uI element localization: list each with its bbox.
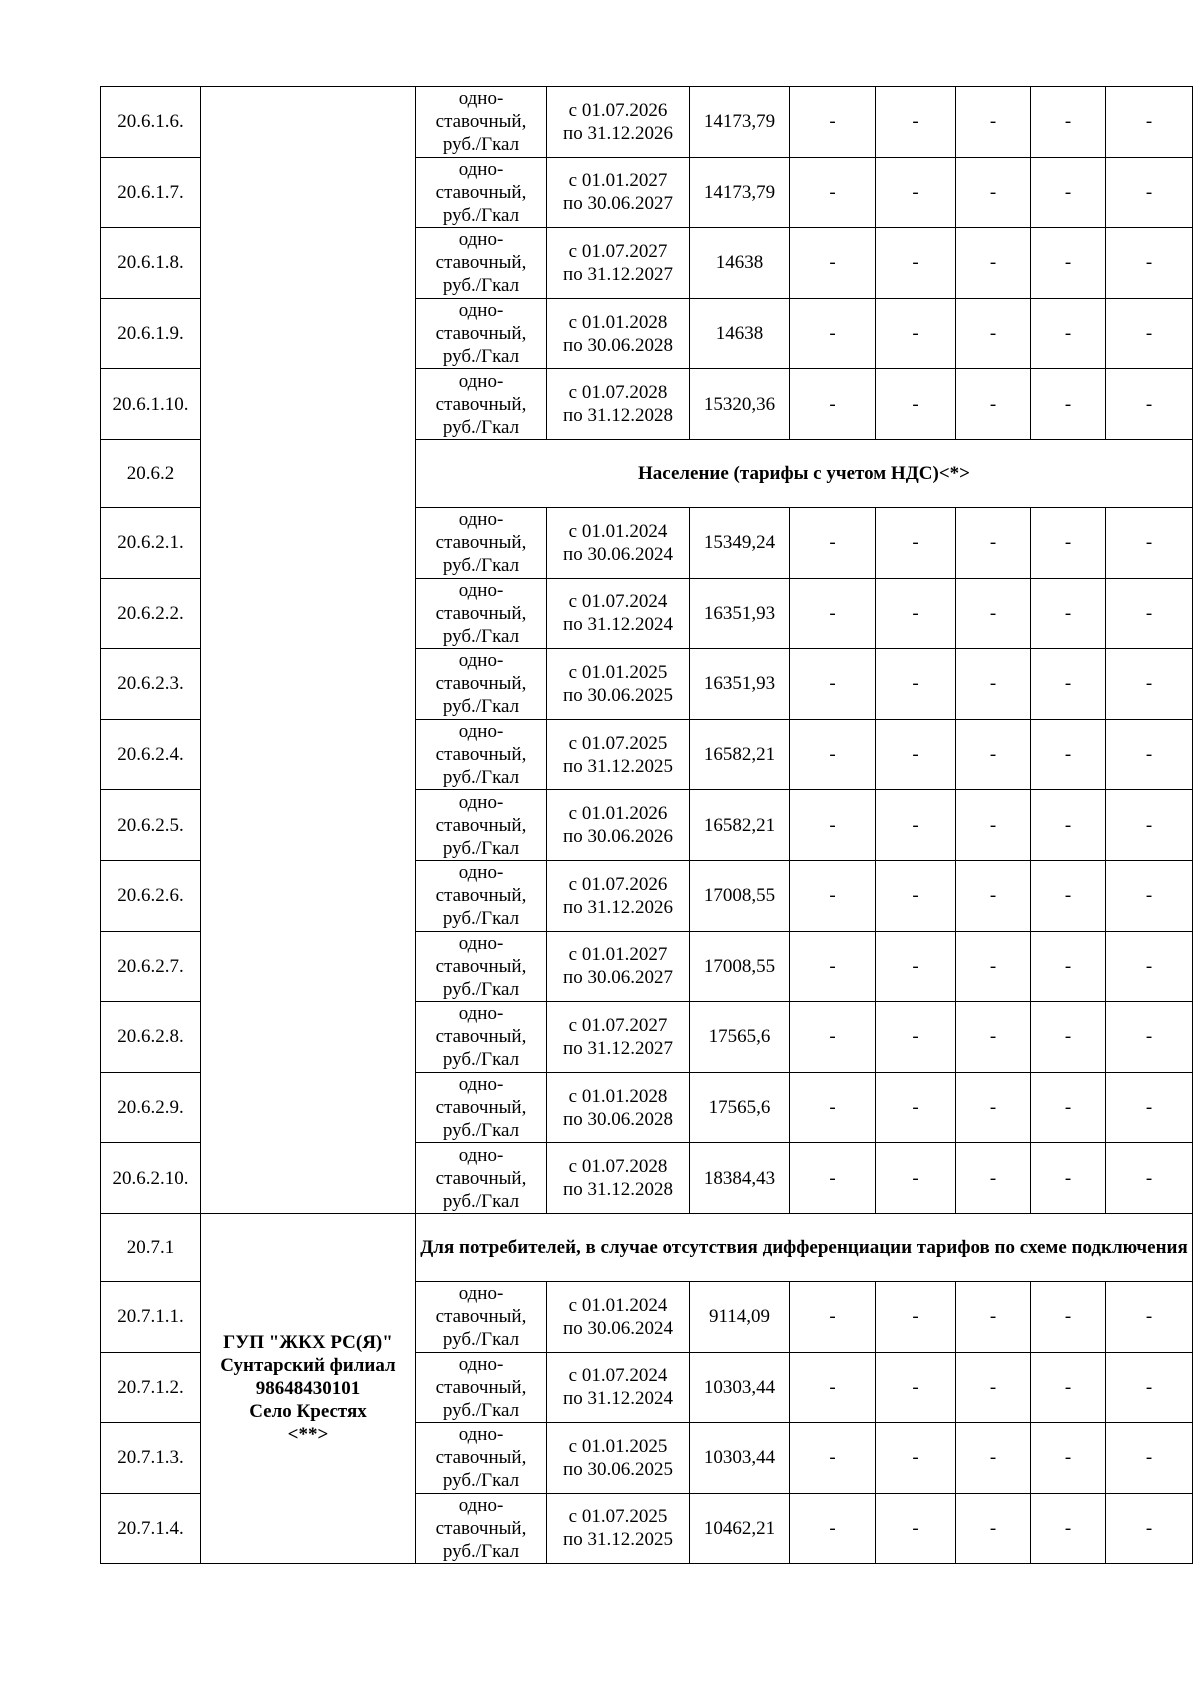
rate-type (416, 369, 547, 440)
empty-value-cell: - (1031, 298, 1106, 369)
empty-value-cell: - (876, 1493, 956, 1564)
empty-value-cell: - (790, 790, 876, 861)
period (547, 719, 690, 790)
row-number: 20.6.2.7. (101, 931, 201, 1002)
empty-value-cell: - (1031, 1002, 1106, 1073)
empty-value-cell: - (1031, 719, 1106, 790)
empty-value-cell: - (1031, 369, 1106, 440)
period (547, 1281, 690, 1352)
empty-value-cell: - (956, 1072, 1031, 1143)
period-to: по 30.06.2027 (563, 193, 673, 215)
rate-type (416, 931, 547, 1002)
tariff-value: 14638 (690, 228, 790, 299)
empty-value-cell: - (1106, 1281, 1193, 1352)
period-from: с 01.07.2027 (568, 240, 668, 262)
empty-value-cell: - (1031, 1281, 1106, 1352)
rate-type-line: руб./Гкал (442, 978, 520, 1000)
rate-type-line: ставочный, (435, 1447, 527, 1469)
rate-type-line: ставочный, (435, 744, 527, 766)
empty-value-cell: - (876, 578, 956, 649)
period (547, 87, 690, 158)
empty-value-cell: - (876, 1072, 956, 1143)
period-from: с 01.07.2027 (568, 1014, 668, 1036)
rate-type-line: одно- (458, 229, 504, 251)
period-to: по 31.12.2028 (563, 1179, 673, 1201)
organization-line: 98648430101 (255, 1378, 361, 1400)
rate-type-line: одно- (458, 158, 504, 180)
period-from: с 01.01.2025 (568, 1435, 668, 1457)
rate-type (416, 298, 547, 369)
rate-type-line: руб./Гкал (442, 1190, 520, 1212)
period-to: по 31.12.2026 (563, 122, 673, 144)
period-from: с 01.07.2024 (568, 591, 668, 613)
period (547, 369, 690, 440)
rate-type (416, 860, 547, 931)
rate-type-line: руб./Гкал (442, 908, 520, 930)
empty-value-cell: - (1031, 1423, 1106, 1494)
empty-value-cell: - (876, 719, 956, 790)
rate-type-line: ставочный, (435, 252, 527, 274)
period-from: с 01.07.2026 (568, 99, 668, 121)
period-from: с 01.01.2027 (568, 170, 668, 192)
period-from: с 01.01.2028 (568, 1085, 668, 1107)
rate-type-line: ставочный, (435, 673, 527, 695)
empty-value-cell: - (876, 87, 956, 158)
period (547, 860, 690, 931)
rate-type (416, 228, 547, 299)
rate-type (416, 1423, 547, 1494)
empty-value-cell: - (1031, 1143, 1106, 1214)
empty-value-cell: - (790, 931, 876, 1002)
empty-value-cell: - (790, 1072, 876, 1143)
period (547, 1072, 690, 1143)
rate-type (416, 1072, 547, 1143)
empty-value-cell: - (1106, 649, 1193, 720)
rate-type-line: руб./Гкал (442, 767, 520, 789)
rate-type-line: руб./Гкал (442, 204, 520, 226)
rate-type-line: ставочный, (435, 1306, 527, 1328)
rate-type-line: руб./Гкал (442, 696, 520, 718)
organization-line: <**> (287, 1424, 329, 1446)
empty-value-cell: - (876, 157, 956, 228)
empty-value-cell: - (956, 1352, 1031, 1423)
empty-value-cell: - (876, 1002, 956, 1073)
empty-value-cell: - (1031, 1072, 1106, 1143)
tariff-value: 9114,09 (690, 1281, 790, 1352)
rate-type (416, 1143, 547, 1214)
rate-type-line: одно- (458, 370, 504, 392)
empty-value-cell: - (1106, 1072, 1193, 1143)
empty-value-cell: - (1106, 578, 1193, 649)
rate-type-line: одно- (458, 1283, 504, 1305)
tariff-value: 17565,6 (690, 1072, 790, 1143)
period-to: по 31.12.2026 (563, 896, 673, 918)
row-number: 20.6.1.8. (101, 228, 201, 299)
tariff-value: 16582,21 (690, 790, 790, 861)
rate-type-line: руб./Гкал (442, 837, 520, 859)
empty-value-cell: - (1106, 860, 1193, 931)
empty-value-cell: - (1031, 931, 1106, 1002)
empty-value-cell: - (956, 1493, 1031, 1564)
empty-value-cell: - (1031, 1493, 1106, 1564)
rate-type-line: одно- (458, 721, 504, 743)
rate-type-line: одно- (458, 1424, 504, 1446)
organization-line: Сунтарский филиал (220, 1355, 396, 1377)
period-from: с 01.01.2025 (568, 661, 668, 683)
period-from: с 01.07.2025 (568, 1506, 668, 1528)
rate-type-line: руб./Гкал (442, 134, 520, 156)
period-to: по 31.12.2025 (563, 1529, 673, 1551)
empty-value-cell: - (876, 369, 956, 440)
empty-value-cell: - (956, 228, 1031, 299)
empty-value-cell: - (1031, 87, 1106, 158)
section-number: 20.7.1 (101, 1213, 201, 1281)
period-from: с 01.01.2024 (568, 1294, 668, 1316)
empty-value-cell: - (1106, 157, 1193, 228)
rate-type-line: руб./Гкал (442, 1470, 520, 1492)
empty-value-cell: - (1031, 790, 1106, 861)
rate-type (416, 1493, 547, 1564)
empty-value-cell: - (790, 649, 876, 720)
empty-value-cell: - (956, 369, 1031, 440)
rate-type-line: ставочный, (435, 181, 527, 203)
row-number: 20.6.1.9. (101, 298, 201, 369)
tariff-value: 15349,24 (690, 507, 790, 578)
rate-type-line: ставочный, (435, 1517, 527, 1539)
empty-value-cell: - (956, 87, 1031, 158)
tariff-value: 17565,6 (690, 1002, 790, 1073)
empty-value-cell: - (876, 507, 956, 578)
section-header-row (101, 1213, 1193, 1281)
rate-type (416, 578, 547, 649)
rate-type-line: руб./Гкал (442, 555, 520, 577)
period-to: по 30.06.2026 (563, 826, 673, 848)
period-from: с 01.01.2026 (568, 803, 668, 825)
empty-value-cell: - (1106, 87, 1193, 158)
empty-value-cell: - (876, 1423, 956, 1494)
row-number: 20.6.1.7. (101, 157, 201, 228)
organization-cell-empty (201, 87, 416, 1214)
empty-value-cell: - (956, 298, 1031, 369)
empty-value-cell: - (956, 1281, 1031, 1352)
empty-value-cell: - (876, 649, 956, 720)
period (547, 1143, 690, 1214)
row-number: 20.6.1.10. (101, 369, 201, 440)
rate-type-line: руб./Гкал (442, 1399, 520, 1421)
empty-value-cell: - (956, 1143, 1031, 1214)
tariff-value: 10462,21 (690, 1493, 790, 1564)
empty-value-cell: - (1106, 1423, 1193, 1494)
empty-value-cell: - (1106, 719, 1193, 790)
period-from: с 01.07.2025 (568, 732, 668, 754)
period (547, 649, 690, 720)
empty-value-cell: - (1031, 578, 1106, 649)
empty-value-cell: - (956, 507, 1031, 578)
rate-type-line: одно- (458, 300, 504, 322)
row-number: 20.6.2.6. (101, 860, 201, 931)
section-title: Для потребителей, в случае отсутствия дифференциации тарифов по схеме подключения (416, 1213, 1193, 1281)
section-title: Население (тарифы с учетом НДС)<*> (416, 439, 1193, 507)
empty-value-cell: - (1106, 228, 1193, 299)
empty-value-cell: - (1106, 1143, 1193, 1214)
rate-type-line: одно- (458, 579, 504, 601)
empty-value-cell: - (790, 1493, 876, 1564)
period-to: по 31.12.2028 (563, 405, 673, 427)
tariff-value: 17008,55 (690, 860, 790, 931)
row-number: 20.7.1.2. (101, 1352, 201, 1423)
period (547, 228, 690, 299)
period-to: по 31.12.2027 (563, 263, 673, 285)
rate-type-line: ставочный, (435, 1167, 527, 1189)
row-number: 20.7.1.1. (101, 1281, 201, 1352)
rate-type-line: одно- (458, 1074, 504, 1096)
empty-value-cell: - (1031, 860, 1106, 931)
period-to: по 31.12.2025 (563, 755, 673, 777)
rate-type-line: одно- (458, 862, 504, 884)
period (547, 1423, 690, 1494)
rate-type-line: одно- (458, 791, 504, 813)
rate-type (416, 87, 547, 158)
rate-type-line: руб./Гкал (442, 346, 520, 368)
row-number: 20.6.2.3. (101, 649, 201, 720)
empty-value-cell: - (876, 1281, 956, 1352)
rate-type-line: ставочный, (435, 885, 527, 907)
rate-type (416, 1002, 547, 1073)
period-from: с 01.01.2027 (568, 944, 668, 966)
empty-value-cell: - (876, 860, 956, 931)
rate-type (416, 157, 547, 228)
rate-type-line: одно- (458, 1353, 504, 1375)
row-number: 20.6.2.1. (101, 507, 201, 578)
period-to: по 30.06.2024 (563, 1317, 673, 1339)
empty-value-cell: - (1031, 649, 1106, 720)
rate-type-line: руб./Гкал (442, 416, 520, 438)
row-number: 20.6.2.10. (101, 1143, 201, 1214)
empty-value-cell: - (790, 578, 876, 649)
rate-type-line: одно- (458, 1494, 504, 1516)
rate-type-line: руб./Гкал (442, 1329, 520, 1351)
row-number: 20.6.2.2. (101, 578, 201, 649)
period-from: с 01.01.2028 (568, 311, 668, 333)
empty-value-cell: - (956, 157, 1031, 228)
section-number: 20.6.2 (101, 439, 201, 507)
period (547, 1002, 690, 1073)
row-number: 20.6.2.9. (101, 1072, 201, 1143)
period (547, 790, 690, 861)
empty-value-cell: - (876, 1143, 956, 1214)
period (547, 1493, 690, 1564)
row-number: 20.6.1.6. (101, 87, 201, 158)
tariff-value: 16582,21 (690, 719, 790, 790)
rate-type-line: ставочный, (435, 1376, 527, 1398)
row-number: 20.7.1.3. (101, 1423, 201, 1494)
empty-value-cell: - (876, 298, 956, 369)
rate-type-line: руб./Гкал (442, 275, 520, 297)
period-to: по 30.06.2024 (563, 543, 673, 565)
empty-value-cell: - (790, 1352, 876, 1423)
empty-value-cell: - (790, 1281, 876, 1352)
tariff-value: 14173,79 (690, 87, 790, 158)
empty-value-cell: - (956, 649, 1031, 720)
empty-value-cell: - (956, 719, 1031, 790)
tariff-value: 16351,93 (690, 578, 790, 649)
empty-value-cell: - (876, 228, 956, 299)
empty-value-cell: - (1106, 931, 1193, 1002)
organization-cell (201, 1213, 416, 1563)
period-from: с 01.07.2028 (568, 1156, 668, 1178)
empty-value-cell: - (790, 369, 876, 440)
empty-value-cell: - (1031, 157, 1106, 228)
rate-type-line: ставочный, (435, 814, 527, 836)
empty-value-cell: - (1106, 1493, 1193, 1564)
empty-value-cell: - (1106, 1352, 1193, 1423)
tariff-value: 14173,79 (690, 157, 790, 228)
empty-value-cell: - (790, 860, 876, 931)
empty-value-cell: - (1106, 790, 1193, 861)
rate-type-line: ставочный, (435, 602, 527, 624)
empty-value-cell: - (956, 860, 1031, 931)
empty-value-cell: - (1106, 369, 1193, 440)
tariff-value: 14638 (690, 298, 790, 369)
tariff-value: 10303,44 (690, 1423, 790, 1494)
rate-type-line: одно- (458, 650, 504, 672)
rate-type-line: руб./Гкал (442, 1120, 520, 1142)
tariff-value: 17008,55 (690, 931, 790, 1002)
rate-type-line: одно- (458, 1144, 504, 1166)
rate-type-line: ставочный, (435, 393, 527, 415)
rate-type-line: ставочный, (435, 323, 527, 345)
period-to: по 30.06.2027 (563, 967, 673, 989)
rate-type-line: руб./Гкал (442, 1540, 520, 1562)
row-number: 20.6.2.5. (101, 790, 201, 861)
empty-value-cell: - (790, 157, 876, 228)
empty-value-cell: - (790, 507, 876, 578)
period (547, 507, 690, 578)
empty-value-cell: - (790, 298, 876, 369)
rate-type (416, 1281, 547, 1352)
rate-type-line: ставочный, (435, 1097, 527, 1119)
tariff-table-body (101, 87, 1193, 1564)
organization-line: Село Крестях (249, 1401, 367, 1423)
tariff-value: 15320,36 (690, 369, 790, 440)
period-to: по 30.06.2025 (563, 1458, 673, 1480)
tariff-table (100, 86, 1193, 1564)
empty-value-cell: - (790, 1002, 876, 1073)
empty-value-cell: - (790, 719, 876, 790)
empty-value-cell: - (1106, 507, 1193, 578)
rate-type-line: ставочный, (435, 955, 527, 977)
row-number: 20.6.2.8. (101, 1002, 201, 1073)
period-to: по 31.12.2027 (563, 1037, 673, 1059)
period-to: по 31.12.2024 (563, 614, 673, 636)
period-from: с 01.07.2028 (568, 382, 668, 404)
empty-value-cell: - (1106, 298, 1193, 369)
period (547, 298, 690, 369)
period-to: по 31.12.2024 (563, 1388, 673, 1410)
empty-value-cell: - (956, 578, 1031, 649)
empty-value-cell: - (956, 931, 1031, 1002)
empty-value-cell: - (876, 790, 956, 861)
row-number: 20.7.1.4. (101, 1493, 201, 1564)
rate-type-line: одно- (458, 1003, 504, 1025)
empty-value-cell: - (790, 1423, 876, 1494)
period (547, 157, 690, 228)
empty-value-cell: - (956, 1423, 1031, 1494)
tariff-value: 16351,93 (690, 649, 790, 720)
empty-value-cell: - (1031, 1352, 1106, 1423)
period (547, 931, 690, 1002)
tariff-value: 10303,44 (690, 1352, 790, 1423)
period-to: по 30.06.2028 (563, 334, 673, 356)
rate-type (416, 649, 547, 720)
period (547, 1352, 690, 1423)
rate-type (416, 1352, 547, 1423)
tariff-value: 18384,43 (690, 1143, 790, 1214)
period-to: по 30.06.2028 (563, 1108, 673, 1130)
rate-type-line: ставочный, (435, 532, 527, 554)
empty-value-cell: - (1031, 507, 1106, 578)
rate-type-line: ставочный, (435, 1026, 527, 1048)
period-from: с 01.07.2024 (568, 1365, 668, 1387)
rate-type (416, 790, 547, 861)
organization-line: ГУП "ЖКХ РС(Я)" (223, 1332, 393, 1354)
rate-type-line: руб./Гкал (442, 625, 520, 647)
empty-value-cell: - (956, 790, 1031, 861)
period-from: с 01.01.2024 (568, 520, 668, 542)
empty-value-cell: - (790, 87, 876, 158)
period-to: по 30.06.2025 (563, 684, 673, 706)
rate-type-line: руб./Гкал (442, 1049, 520, 1071)
period (547, 578, 690, 649)
rate-type-line: одно- (458, 932, 504, 954)
rate-type-line: одно- (458, 509, 504, 531)
empty-value-cell: - (956, 1002, 1031, 1073)
row-number: 20.6.2.4. (101, 719, 201, 790)
empty-value-cell: - (876, 1352, 956, 1423)
rate-type (416, 719, 547, 790)
empty-value-cell: - (790, 228, 876, 299)
empty-value-cell: - (876, 931, 956, 1002)
empty-value-cell: - (1031, 228, 1106, 299)
empty-value-cell: - (790, 1143, 876, 1214)
empty-value-cell: - (1106, 1002, 1193, 1073)
table-row (101, 87, 1193, 158)
rate-type-line: одно- (458, 88, 504, 110)
rate-type-line: ставочный, (435, 111, 527, 133)
rate-type (416, 507, 547, 578)
period-from: с 01.07.2026 (568, 873, 668, 895)
